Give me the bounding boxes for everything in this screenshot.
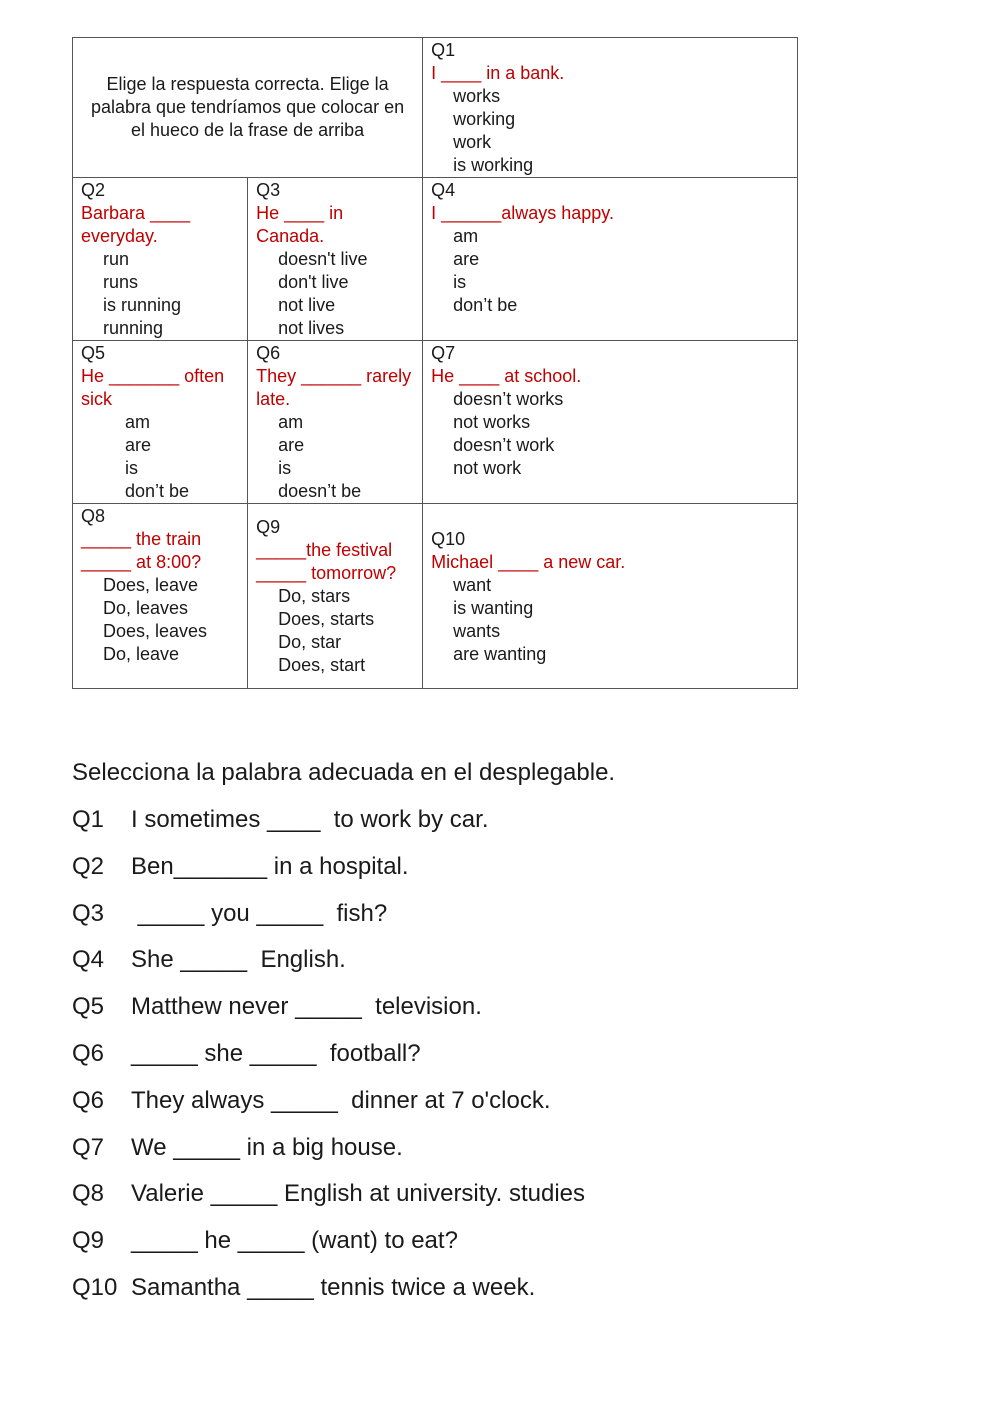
item-number: Q7 xyxy=(72,1133,105,1161)
item-number: Q10 xyxy=(72,1273,118,1301)
answer-option[interactable]: running xyxy=(103,318,164,338)
item-number: Q9 xyxy=(72,1227,105,1255)
answer-option[interactable]: don’t be xyxy=(453,295,518,315)
question-number: Q4 xyxy=(431,180,456,200)
item-sentence[interactable]: Ben_______ in a hospital. xyxy=(131,852,409,880)
answer-option[interactable]: am xyxy=(125,412,151,432)
question-sentence: _____the festival _____ tomorrow? xyxy=(256,540,397,583)
question-sentence: They ______ rarely late. xyxy=(256,366,412,409)
answer-option[interactable]: not live xyxy=(278,295,336,315)
question-sentence: I ____ in a bank. xyxy=(431,63,565,83)
answer-option[interactable]: don’t be xyxy=(125,481,190,501)
answer-option[interactable]: is xyxy=(278,458,292,478)
question-cell-q7 xyxy=(423,341,798,504)
question-number: Q9 xyxy=(256,517,281,537)
item-sentence[interactable]: We _____ in a big house. xyxy=(131,1133,403,1161)
item-sentence[interactable]: Matthew never _____ television. xyxy=(131,993,482,1021)
answer-option[interactable]: doesn’t work xyxy=(453,435,555,455)
question-sentence: _____ the train _____ at 8:00? xyxy=(81,529,202,572)
exercise-item xyxy=(72,805,615,835)
question-sentence: He _______ often sick xyxy=(81,366,225,409)
answer-option[interactable]: run xyxy=(103,249,130,269)
exercise-item xyxy=(72,1086,615,1116)
exercise-item xyxy=(72,1226,615,1256)
item-sentence[interactable]: _____ he _____ (want) to eat? xyxy=(131,1227,458,1255)
answer-option[interactable]: are xyxy=(125,435,152,455)
question-cell-q3 xyxy=(248,178,423,341)
answer-option[interactable]: am xyxy=(278,412,304,432)
dropdown-exercise xyxy=(72,758,615,1320)
item-sentence[interactable]: She _____ English. xyxy=(131,946,346,974)
answer-option[interactable]: wants xyxy=(453,620,501,641)
item-number: Q1 xyxy=(72,806,105,833)
answer-option[interactable]: doesn't live xyxy=(278,249,368,269)
answer-option[interactable]: is running xyxy=(103,295,182,315)
answer-option[interactable]: Does, start xyxy=(278,655,366,675)
exercise-item xyxy=(72,1273,615,1303)
question-number: Q6 xyxy=(256,343,281,363)
answer-option[interactable]: not work xyxy=(453,458,522,478)
answer-option[interactable]: Do, leave xyxy=(103,644,180,664)
answer-option[interactable]: Do, stars xyxy=(278,586,351,606)
item-number: Q3 xyxy=(72,899,105,927)
item-number: Q4 xyxy=(72,946,105,974)
instruction-text: Elige la respuesta correcta. Elige la palabra que tendríamos que colocar en el hueco de la frase de arriba xyxy=(90,74,405,140)
exercise-item xyxy=(72,1039,615,1069)
exercise-item xyxy=(72,852,615,882)
exercise-item xyxy=(72,1179,615,1209)
exercise-item xyxy=(72,945,615,975)
question-number: Q7 xyxy=(431,343,456,363)
question-cell-q10 xyxy=(423,504,798,689)
item-number: Q5 xyxy=(72,993,105,1021)
question-sentence: He ____ in Canada. xyxy=(256,203,344,246)
question-cell-q6 xyxy=(248,341,423,504)
item-sentence[interactable]: I sometimes ____ to work by car. xyxy=(131,806,489,833)
question-sentence: I ______always happy. xyxy=(431,203,614,223)
answer-option[interactable]: doesn’t works xyxy=(453,389,564,409)
question-cell-q5 xyxy=(73,341,248,504)
item-sentence[interactable]: _____ she _____ football? xyxy=(131,1039,421,1067)
exercise-instruction: Selecciona la palabra adecuada en el desplegable. xyxy=(72,759,616,786)
exercise-item xyxy=(72,1133,615,1163)
answer-option[interactable]: Do, leaves xyxy=(103,598,189,618)
exercise-item xyxy=(72,899,615,929)
answer-option[interactable]: don't live xyxy=(278,272,349,292)
answer-option[interactable]: are xyxy=(278,435,305,455)
quiz-table xyxy=(72,37,798,689)
answer-option[interactable]: are wanting xyxy=(453,643,547,664)
question-sentence: He ____ at school. xyxy=(431,366,582,386)
answer-option[interactable]: works xyxy=(453,86,501,106)
answer-option[interactable]: Does, leaves xyxy=(103,621,208,641)
answer-option[interactable]: want xyxy=(453,574,492,595)
answer-option[interactable]: is xyxy=(453,272,467,292)
instruction-cell xyxy=(73,38,423,178)
answer-option[interactable]: doesn’t be xyxy=(278,481,362,501)
item-sentence[interactable]: They always _____ dinner at 7 o'clock. xyxy=(131,1086,551,1114)
question-cell-q1 xyxy=(423,38,798,178)
answer-option[interactable]: is xyxy=(125,458,138,478)
answer-option[interactable]: not lives xyxy=(278,318,345,338)
exercise-item xyxy=(72,992,615,1022)
item-sentence[interactable]: Valerie _____ English at university. studies xyxy=(131,1180,586,1208)
question-sentence: Barbara ____ everyday. xyxy=(81,203,191,246)
answer-option[interactable]: is working xyxy=(453,155,534,175)
question-number: Q10 xyxy=(431,528,466,549)
question-number: Q8 xyxy=(81,506,106,526)
question-number: Q1 xyxy=(431,40,456,60)
answer-option[interactable]: not works xyxy=(453,412,531,432)
item-number: Q6 xyxy=(72,1039,105,1067)
item-number: Q2 xyxy=(72,852,105,880)
question-cell-q2 xyxy=(73,178,248,341)
question-cell-q4 xyxy=(423,178,798,341)
item-number: Q8 xyxy=(72,1180,105,1208)
answer-option[interactable]: am xyxy=(453,226,479,246)
question-cell-q8 xyxy=(73,504,248,689)
answer-option[interactable]: Does, starts xyxy=(278,609,375,629)
answer-option[interactable]: is wanting xyxy=(453,597,534,618)
question-cell-q9 xyxy=(248,504,423,689)
item-number: Q6 xyxy=(72,1086,105,1114)
answer-option[interactable]: working xyxy=(453,109,516,129)
answer-option[interactable]: Does, leave xyxy=(103,575,199,595)
question-number: Q5 xyxy=(81,343,106,363)
question-sentence: Michael ____ a new car. xyxy=(431,551,626,572)
answer-option[interactable]: work xyxy=(453,132,492,152)
item-sentence[interactable]: Samantha _____ tennis twice a week. xyxy=(131,1273,536,1301)
question-number: Q2 xyxy=(81,180,106,200)
answer-option[interactable]: runs xyxy=(103,272,139,292)
answer-option[interactable]: are xyxy=(453,249,480,269)
item-sentence[interactable]: _____ you _____ fish? xyxy=(131,899,388,927)
answer-option[interactable]: Do, star xyxy=(278,632,342,652)
question-number: Q3 xyxy=(256,180,281,200)
